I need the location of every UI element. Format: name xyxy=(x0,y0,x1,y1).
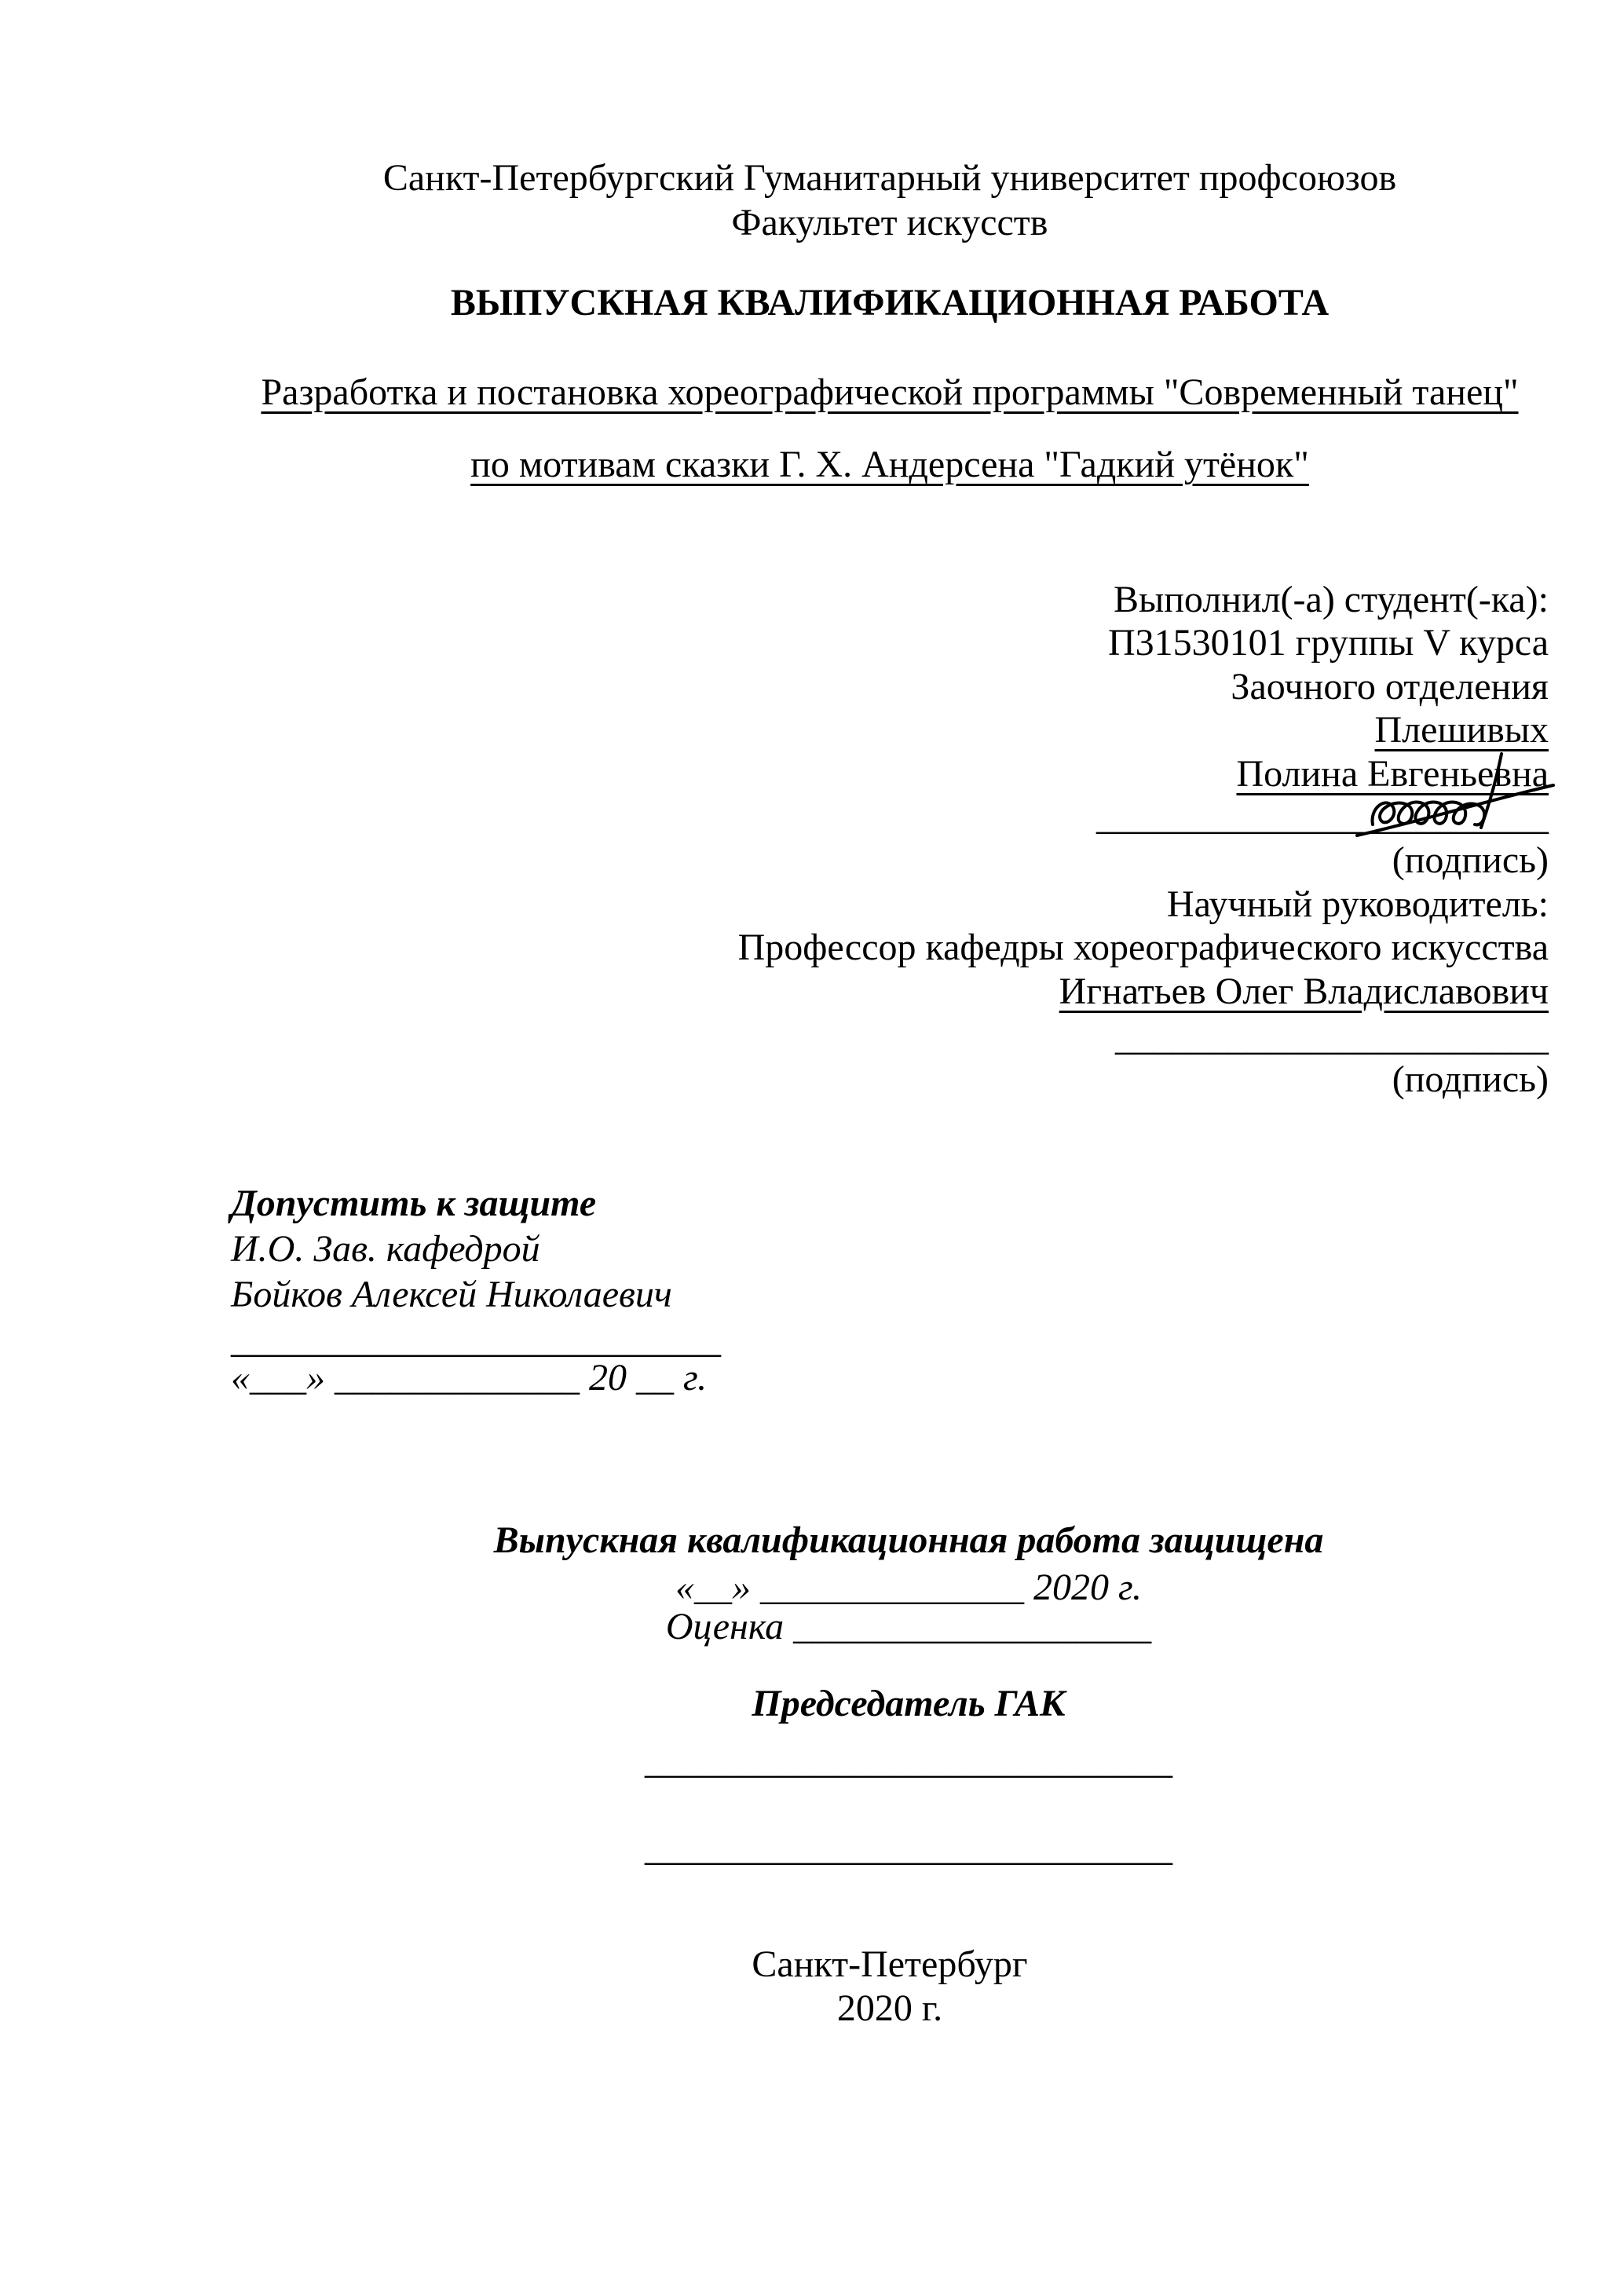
faculty-name: Факультет искусств xyxy=(731,202,1048,243)
supervisor-position: Профессор кафедры хореографического искусства xyxy=(737,927,1549,969)
chairman-signature-line2: ____________________________ xyxy=(645,1827,1172,1869)
handwritten-signature xyxy=(1335,746,1555,840)
student-surname: Плешивых xyxy=(1374,709,1549,751)
chairman-signature-line1: ____________________________ xyxy=(645,1740,1172,1782)
footer-block xyxy=(231,1943,1549,2031)
student-department: Заочного отделения xyxy=(1231,665,1549,707)
work-type-heading: ВЫПУСКНАЯ КВАЛИФИКАЦИОННАЯ РАБОТА xyxy=(450,282,1330,324)
student-group: П31530101 группы V курса xyxy=(1108,622,1549,664)
thesis-title-line1: Разработка и постановка хореографической программы "Современный танец" xyxy=(261,371,1519,413)
chairman-label: Председатель ГАК xyxy=(752,1683,1066,1724)
footer-year: 2020 г. xyxy=(836,1987,943,2029)
defense-date-line: «__» ______________ 2020 г. xyxy=(675,1567,1143,1608)
footer-city: Санкт-Петербург xyxy=(752,1943,1028,1985)
header-block xyxy=(231,155,1549,245)
admission-title: Допустить к защите xyxy=(231,1183,597,1224)
supervisor-signature-caption: (подпись) xyxy=(1392,1058,1549,1100)
defense-title: Выпускная квалификационная работа защищена xyxy=(493,1519,1324,1561)
defense-grade-line: Оценка ___________________ xyxy=(665,1606,1152,1647)
admission-signature-line: __________________________ xyxy=(231,1319,721,1361)
supervisor-label: Научный руководитель: xyxy=(1166,883,1549,925)
supervisor-name: Игнатьев Олег Владиславович xyxy=(1059,970,1549,1012)
performed-by-label: Выполнил(-а) студент(-ка): xyxy=(1113,579,1549,620)
admission-block xyxy=(231,1181,721,1363)
student-given-names: Полина Евгеньевна xyxy=(1236,752,1549,795)
admission-name: Бойков Алексей Николаевич xyxy=(231,1274,672,1315)
thesis-title-line2: по мотивам сказки Г. Х. Андерсена "Гадкий утёнок" xyxy=(470,444,1309,485)
university-name: Санкт-Петербургский Гуманитарный университет профсоюзов xyxy=(382,157,1397,199)
admission-role: И.О. Зав. кафедрой xyxy=(231,1228,540,1270)
supervisor-signature-line: _______________________ xyxy=(1115,1017,1549,1058)
admission-date-line: «___» _____________ 20 __ г. xyxy=(231,1357,708,1398)
student-signature-line: ________________________ xyxy=(1096,796,1549,839)
student-signature-caption: (подпись) xyxy=(1392,839,1549,882)
